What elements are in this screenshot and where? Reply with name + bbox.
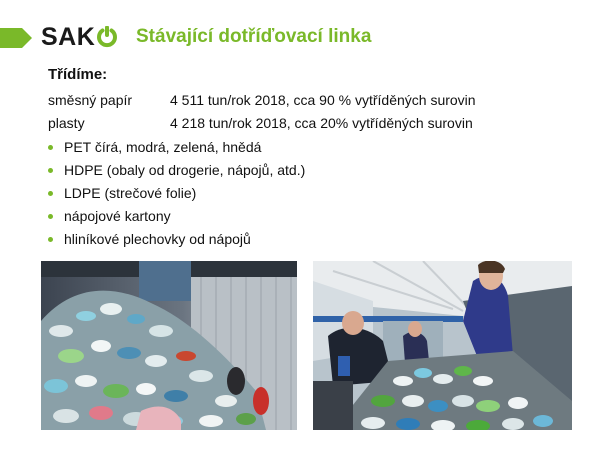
- list-item-text: HDPE (obaly od drogerie, nápojů, atd.): [64, 162, 306, 178]
- sako-logo: [41, 22, 118, 52]
- list-item-text: PET čírá, modrá, zelená, hnědá: [64, 139, 262, 155]
- list-item: [46, 136, 305, 159]
- material-label: plasty: [48, 115, 85, 131]
- material-row-paper: [48, 92, 548, 110]
- list-item: [46, 228, 305, 251]
- list-item-text: LDPE (strečové folie): [64, 185, 197, 201]
- photo-sorting-line-workers: [313, 261, 572, 430]
- material-value: 4 511 tun/rok 2018, cca 90 % vytříděných surovin: [170, 92, 476, 108]
- list-item-text: nápojové kartony: [64, 208, 171, 224]
- list-item: [46, 182, 305, 205]
- power-o-icon: [96, 26, 118, 48]
- bullet-icon: [48, 237, 53, 242]
- accent-arrow-icon: [0, 28, 32, 48]
- bullet-icon: [48, 214, 53, 219]
- section-heading: Třídíme:: [48, 66, 108, 83]
- bullet-icon: [48, 168, 53, 173]
- slide-title: Stávající dotříďovací linka: [136, 26, 372, 47]
- plastic-types-list: [46, 136, 305, 251]
- bullet-icon: [48, 145, 53, 150]
- material-value: 4 218 tun/rok 2018, cca 20% vytříděných surovin: [170, 115, 473, 131]
- list-item: [46, 159, 305, 182]
- photo-plastic-bottle-pile: [41, 261, 297, 430]
- list-item-text: hliníkové plechovky od nápojů: [64, 231, 251, 247]
- material-row-plastics: [48, 115, 548, 133]
- list-item: [46, 205, 305, 228]
- material-label: směsný papír: [48, 92, 133, 108]
- bullet-icon: [48, 191, 53, 196]
- logo-text: SAK: [41, 22, 96, 51]
